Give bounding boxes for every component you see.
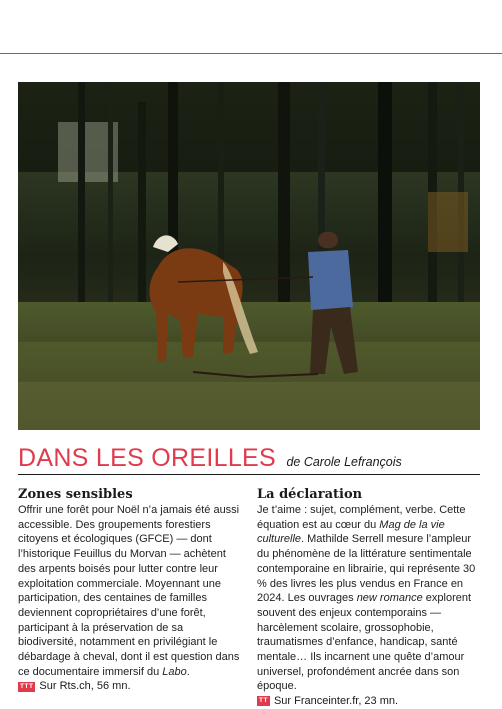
right-article-source-text: Sur Franceinter.fr, 23 mn. <box>273 695 399 708</box>
rating-badge: TT <box>259 697 268 705</box>
top-rule <box>0 53 502 54</box>
left-article-body-emphasis: Labo <box>162 665 187 678</box>
horse-logging-illustration <box>18 82 480 430</box>
right-article-body-emphasis-1: Mag de la vie culturelle <box>257 518 445 546</box>
rubric-divider <box>18 474 480 475</box>
right-article-body-emphasis-2: new romance <box>356 592 423 605</box>
left-article-source-text: Sur Rts.ch, 56 mn. <box>39 680 131 693</box>
right-article-body-text-1: Je t’aime : sujet, complément, verbe. Cette équation est au cœur du <box>257 504 466 531</box>
rubric-header <box>18 444 402 474</box>
left-article <box>18 487 240 694</box>
left-article-body-text: Offrir une forêt pour Noël n’a jamais été aussi accessible. Des groupements forestiers citoyens et écologiques (GFCE) — dont l’historique Feuillus du Morvan — achètent des arpents boisés pour lutter contre leur exploitation commerciale. Moyennant une participation, des centaines de familles deviennent copropriétaires d’une forêt, participant à la préservation de sa biodiversité, notamment en privilégiant le débardage à cheval, dont il est question dans ce documentaire immersif du <box>18 504 240 678</box>
rubric-title: DANS LES OREILLES <box>18 444 276 472</box>
right-article-body <box>257 503 482 694</box>
rubric-byline: de Carole Lefrançois <box>286 455 402 469</box>
left-article-body <box>18 503 240 679</box>
right-article-heading: La déclaration <box>257 487 363 502</box>
left-article-source <box>18 679 240 694</box>
left-article-heading: Zones sensibles <box>18 487 133 502</box>
right-article-source <box>257 694 482 709</box>
article-photo <box>18 82 480 430</box>
rating-badge: TTT <box>20 682 34 690</box>
right-article-body-text-3: explorent souvent des enjeux contemporains — harcèlement scolaire, grossophobie, traumatismes d’enfance, handicap, santé mentale… Ils incarnent une quête d’amour universel, profondément ancrée dans son époque. <box>257 592 472 693</box>
right-article <box>257 487 482 709</box>
right-article-body-text-2: . Mathilde Serrell mesure l’ampleur du phénomène de la littérature sentimentale contemporaine en librairie, qui représente 30 % des livres les plus vendus en France en 2024. Les ouvrages <box>257 533 476 605</box>
left-article-body-end: . <box>186 665 190 678</box>
